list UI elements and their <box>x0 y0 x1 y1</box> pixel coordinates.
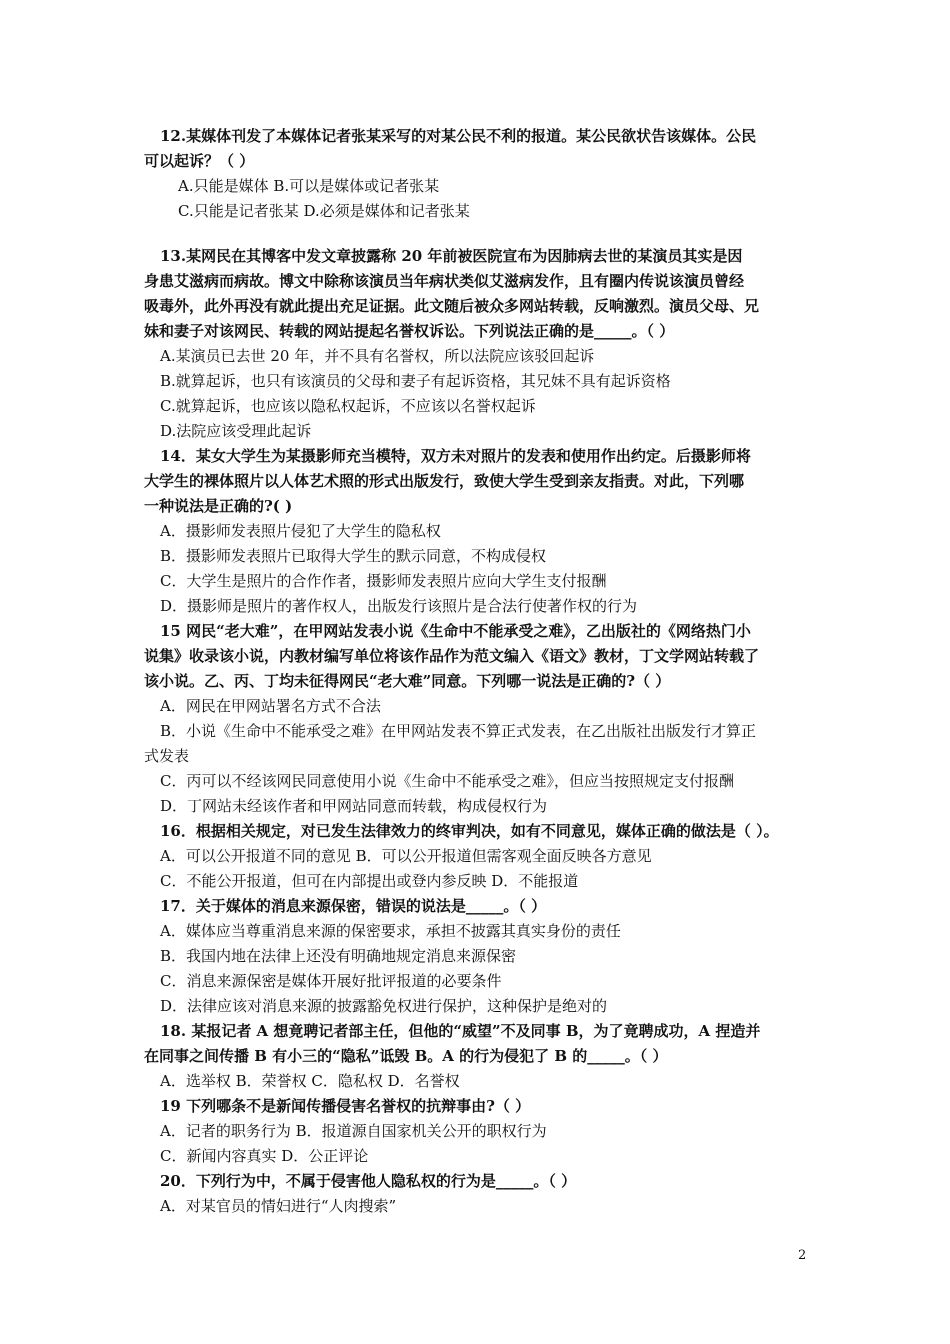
question-15-option-d: D．丁网站未经该作者和甲网站同意而转载，构成侵权行为 <box>160 797 548 815</box>
question-13-option-b: B.就算起诉，也只有该演员的父母和妻子有起诉资格，其兄妹不具有起诉资格 <box>160 372 671 390</box>
question-17-option-c: C．消息来源保密是媒体开展好批评报道的必要条件 <box>160 972 502 990</box>
question-15-line-2: 说集》收录该小说，内教材编写单位将该作品作为范文编入《语文》教材，丁文学网站转载了 <box>144 647 760 665</box>
question-15-line-3: 该小说。乙、丙、丁均未征得网民“老大难”同意。下列哪一说法是正确的?（ ） <box>144 672 671 690</box>
question-16-line-1: 16．根据相关规定，对已发生法律效力的终审判决，如有不同意见，媒体正确的做法是（ ）。 <box>160 822 779 840</box>
question-12-line-2: 可以起诉？（ ） <box>144 152 255 170</box>
question-20-line-1: 20．下列行为中，不属于侵害他人隐私权的行为是_____。（ ） <box>160 1172 577 1190</box>
page-number: 2 <box>798 1248 807 1263</box>
question-12-options-cd: C.只能是记者张某 D.必须是媒体和记者张某 <box>178 202 470 220</box>
question-19-options-cd: C．新闻内容真实 D．公正评论 <box>160 1147 369 1165</box>
question-14-line-3: 一种说法是正确的?( ) <box>144 497 293 515</box>
question-14-option-b: B．摄影师发表照片已取得大学生的默示同意，不构成侵权 <box>160 547 547 565</box>
question-14-option-d: D．摄影师是照片的著作权人，出版发行该照片是合法行使著作权的行为 <box>160 597 638 615</box>
question-13-line-1: 13.某网民在其博客中发文章披露称 20 年前被医院宣布为因肺病去世的某演员其实是因 <box>160 247 743 265</box>
question-14-option-a: A．摄影师发表照片侵犯了大学生的隐私权 <box>160 522 441 540</box>
question-13-line-4: 妹和妻子对该网民、转载的网站提起名誉权诉讼。下列说法正确的是_____。（ ） <box>144 322 675 340</box>
question-14-line-2: 大学生的裸体照片以人体艺术照的形式出版发行，致使大学生受到亲友指责。对此，下列哪 <box>144 472 745 490</box>
question-15-option-b: B．小说《生命中不能承受之难》在甲网站发表不算正式发表，在乙出版社出版发行才算正 <box>160 722 757 740</box>
question-17-line-1: 17．关于媒体的消息来源保密，错误的说法是_____。（ ） <box>160 897 547 915</box>
question-15-option-c: C．丙可以不经该网民同意使用小说《生命中不能承受之难》，但应当按照规定支付报酬 <box>160 772 734 790</box>
question-17-option-d: D．法律应该对消息来源的披露豁免权进行保护，这种保护是绝对的 <box>160 997 608 1015</box>
question-17-option-b: B．我国内地在法律上还没有明确地规定消息来源保密 <box>160 947 517 965</box>
question-14-line-1: 14．某女大学生为某摄影师充当模特，双方未对照片的发表和使用作出约定。后摄影师将 <box>160 447 751 465</box>
paragraph-gap <box>144 224 814 244</box>
question-13-option-a: A.某演员已去世 20 年，并不具有名誉权，所以法院应该驳回起诉 <box>160 347 595 365</box>
question-16-options-cd: C．不能公开报道，但可在内部提出或登内参反映 D．不能报道 <box>160 872 579 890</box>
question-15-option-a: A．网民在甲网站署名方式不合法 <box>160 697 381 715</box>
question-19-options-ab: A．记者的职务行为 B．报道源自国家机关公开的职权行为 <box>160 1122 547 1140</box>
question-list <box>144 124 814 1219</box>
question-15-line-1: 15 网民“老大难”，在甲网站发表小说《生命中不能承受之难》，乙出版社的《网络热门小 <box>160 622 751 640</box>
question-20-option-a: A．对某官员的情妇进行“人肉搜索” <box>160 1197 397 1215</box>
question-14-option-c: C．大学生是照片的合作作者，摄影师发表照片应向大学生支付报酬 <box>160 572 607 590</box>
question-17-option-a: A．媒体应当尊重消息来源的保密要求，承担不披露其真实身份的责任 <box>160 922 621 940</box>
question-16-options-ab: A．可以公开报道不同的意见 B．可以公开报道但需客观全面反映各方意见 <box>160 847 652 865</box>
question-12-options-ab: A.只能是媒体 B.可以是媒体或记者张某 <box>178 177 440 195</box>
question-19-line-1: 19 下列哪条不是新闻传播侵害名誉权的抗辩事由?（ ） <box>160 1097 531 1115</box>
question-18-line-1: 18. 某报记者 A 想竟聘记者部主任，但他的“威望”不及同事 B，为了竟聘成功，A 捏造并 <box>160 1022 761 1040</box>
question-15-option-b-cont: 式发表 <box>144 747 190 765</box>
question-13-line-2: 身患艾滋病而病故。博文中除称该演员当年病状类似艾滋病发作，且有圈内传说该演员曾经 <box>144 272 745 290</box>
question-18-line-2: 在同事之间传播 B 有小三的“隐私”诋毁 B。A 的行为侵犯了 B 的_____。（ ） <box>144 1047 668 1065</box>
question-13-option-c: C.就算起诉，也应该以隐私权起诉，不应该以名誉权起诉 <box>160 397 536 415</box>
question-13-line-3: 吸毒外，此外再没有就此提出充足证据。此文随后被众多网站转载，反响激烈。演员父母、兄 <box>144 297 760 315</box>
question-12-line-1: 12.某媒体刊发了本媒体记者张某采写的对某公民不利的报道。某公民欲状告该媒体。公民 <box>160 127 757 145</box>
question-13-option-d: D.法院应该受理此起诉 <box>160 422 312 440</box>
question-18-options: A．选举权 B．荣誉权 C．隐私权 D．名誉权 <box>160 1072 460 1090</box>
